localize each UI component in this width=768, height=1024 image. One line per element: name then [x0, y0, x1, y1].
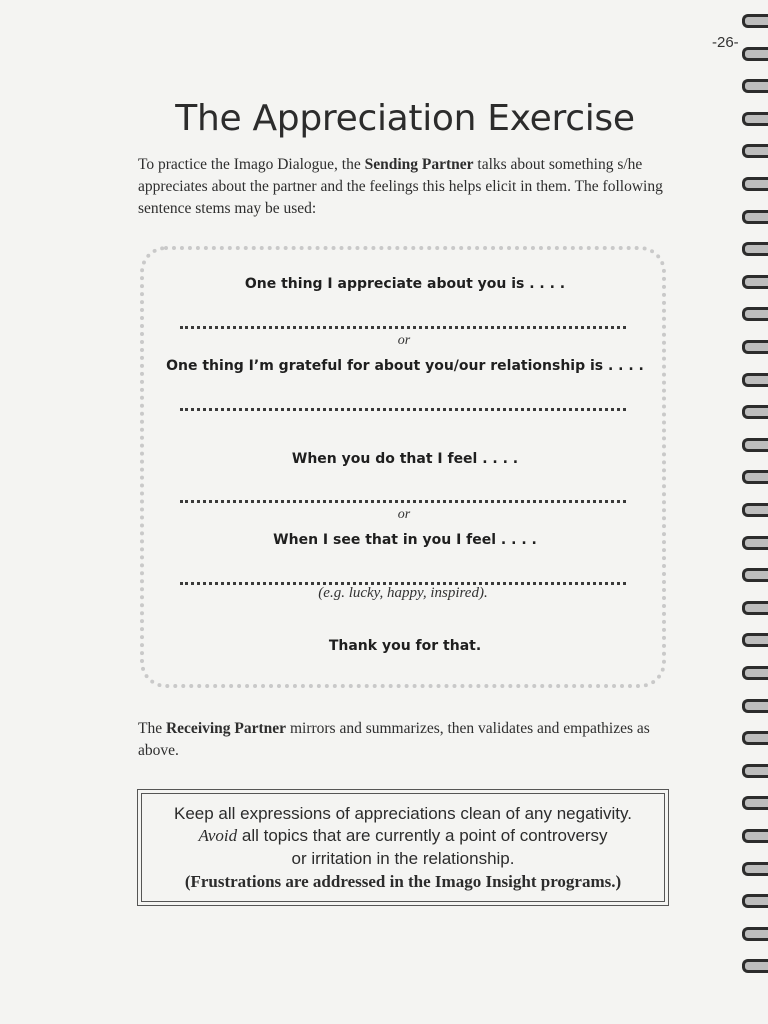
- spiral-coil: [742, 242, 768, 256]
- spiral-coil: [742, 829, 768, 843]
- stem-when-you-do: When you do that I feel . . . .: [291, 451, 519, 467]
- spiral-coil: [742, 210, 768, 224]
- intro-text-end: talks about something s/he appreciates about the partner and the feelings this helps elicit in them. The following sentence stems may be used:: [138, 156, 663, 217]
- spiral-coil: [742, 14, 768, 28]
- note-line-2: [142, 826, 664, 846]
- blank-line: [180, 408, 626, 411]
- sending-partner-term: Sending Partner: [364, 156, 474, 173]
- spiral-coil: [742, 927, 768, 941]
- receiving-text-end: mirrors and summarizes, then validates and empathizes as above.: [138, 720, 650, 759]
- spiral-coil: [742, 862, 768, 876]
- note-avoid-word: Avoid: [198, 826, 238, 845]
- spiral-coil: [742, 699, 768, 713]
- spiral-coil: [742, 764, 768, 778]
- spiral-coil: [742, 894, 768, 908]
- or-label: or: [397, 507, 411, 522]
- receiving-partner-term: Receiving Partner: [165, 720, 287, 737]
- blank-line: [180, 326, 626, 329]
- note-box-inner-border: [141, 793, 665, 902]
- spiral-coil: [742, 307, 768, 321]
- note-box: [137, 789, 669, 906]
- note-line-2-rest: all topics that are currently a point of controversy: [237, 826, 608, 845]
- spiral-coil: [742, 568, 768, 582]
- sentence-stems-box: [140, 246, 666, 688]
- spiral-coil: [742, 959, 768, 973]
- stem-when-i-see: When I see that in you I feel . . . .: [273, 532, 537, 548]
- blank-line: [180, 500, 626, 503]
- spiral-coil: [742, 666, 768, 680]
- spiral-coil: [742, 47, 768, 61]
- spiral-coil: [742, 79, 768, 93]
- or-label: or: [397, 333, 411, 348]
- receiving-text-start: The: [138, 720, 166, 737]
- intro-paragraph: [138, 154, 668, 220]
- spiral-coil: [742, 144, 768, 158]
- feeling-examples: (e.g. lucky, happy, inspired).: [318, 585, 488, 601]
- spiral-coil: [742, 470, 768, 484]
- page-number: -26-: [712, 34, 739, 51]
- intro-text-start: To practice the Imago Dialogue, the: [138, 156, 365, 173]
- note-line-3: or irritation in the relationship.: [291, 849, 515, 868]
- spiral-coil: [742, 796, 768, 810]
- page-title: The Appreciation Exercise: [175, 98, 635, 139]
- spiral-coil: [742, 177, 768, 191]
- spiral-coil: [742, 373, 768, 387]
- spiral-coil: [742, 405, 768, 419]
- stem-grateful: One thing I’m grateful for about you/our relationship is . . . .: [166, 358, 644, 374]
- note-line-1: Keep all expressions of appreciations clean of any negativity.: [173, 804, 632, 823]
- note-line-4: (Frustrations are addressed in the Imago Insight programs.): [184, 872, 622, 891]
- spiral-coil: [742, 438, 768, 452]
- spiral-coil: [742, 731, 768, 745]
- spiral-coil: [742, 601, 768, 615]
- stem-thank-you: Thank you for that.: [328, 638, 482, 654]
- receiving-paragraph: [138, 718, 668, 762]
- stem-appreciate: One thing I appreciate about you is . . . .: [244, 276, 566, 292]
